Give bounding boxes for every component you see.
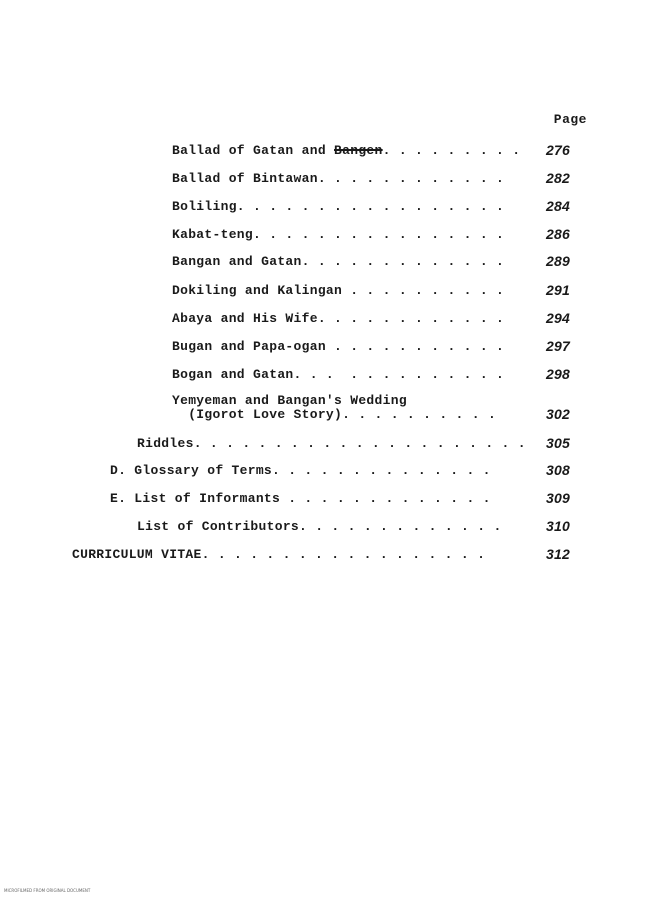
toc-entry-riddles: Riddles. . . . . . . . . . . . . . . . . . . . .: [137, 436, 526, 451]
struck-text: Bangen: [334, 143, 383, 158]
toc-page-number: 298: [546, 366, 570, 382]
toc-entry-bogan-gatan: Bogan and Gatan. . . . . . . . . . . . .: [172, 367, 505, 382]
toc-entry-dokiling-kalingan: Dokiling and Kalingan . . . . . . . . . .: [172, 283, 505, 298]
toc-entry-curriculum-vitae: CURRICULUM VITAE. . . . . . . . . . . . . . . . . .: [72, 547, 486, 562]
toc-entry-informants: E. List of Informants . . . . . . . . . . . . .: [110, 491, 491, 506]
toc-page-number: 291: [546, 282, 570, 298]
toc-entry-abaya-wife: Abaya and His Wife. . . . . . . . . . . .: [172, 311, 505, 326]
toc-page-number: 282: [546, 170, 570, 186]
toc-entry-bugan-papa-ogan: Bugan and Papa-ogan . . . . . . . . . . .: [172, 339, 505, 354]
toc-entry-glossary: D. Glossary of Terms. . . . . . . . . . . . . .: [110, 463, 491, 478]
toc-entry-ballad-bintawan: Ballad of Bintawan. . . . . . . . . . . .: [172, 171, 505, 186]
page-column-heading: Page: [553, 112, 587, 127]
toc-leader: . . . . . . . . .: [382, 143, 521, 158]
toc-page-number: 312: [546, 546, 570, 562]
toc-entry-bangan-gatan: Bangan and Gatan. . . . . . . . . . . . .: [172, 254, 505, 269]
toc-page-number: 286: [546, 226, 570, 242]
toc-entry-contributors: List of Contributors. . . . . . . . . . . . .: [137, 519, 502, 534]
toc-page-number: 310: [546, 518, 570, 534]
toc-entry-title: Ballad of Gatan and: [172, 143, 335, 158]
toc-entry-boliling: Boliling. . . . . . . . . . . . . . . . .: [172, 199, 505, 214]
toc-entry-ballad-gatan-bangen: [172, 143, 520, 158]
toc-page-number: 305: [546, 435, 570, 451]
microfilm-footer-mark: MICROFILMED FROM ORIGINAL DOCUMENT: [4, 888, 91, 893]
toc-entry-yemyeman-wedding: Yemyeman and Bangan's Wedding: [172, 393, 407, 408]
toc-entry-yemyeman-subtitle: (Igorot Love Story). . . . . . . . . .: [172, 407, 497, 422]
toc-page-number: 309: [546, 490, 570, 506]
toc-page-number: 297: [546, 338, 570, 354]
toc-page-number: 302: [546, 406, 570, 422]
toc-page-number: 276: [546, 142, 570, 158]
toc-entry-kabat-teng: Kabat-teng. . . . . . . . . . . . . . . .: [172, 227, 505, 242]
toc-page-number: 294: [546, 310, 570, 326]
toc-page-number: 308: [546, 462, 570, 478]
toc-page-number: 284: [546, 198, 570, 214]
toc-page-number: 289: [546, 253, 570, 269]
